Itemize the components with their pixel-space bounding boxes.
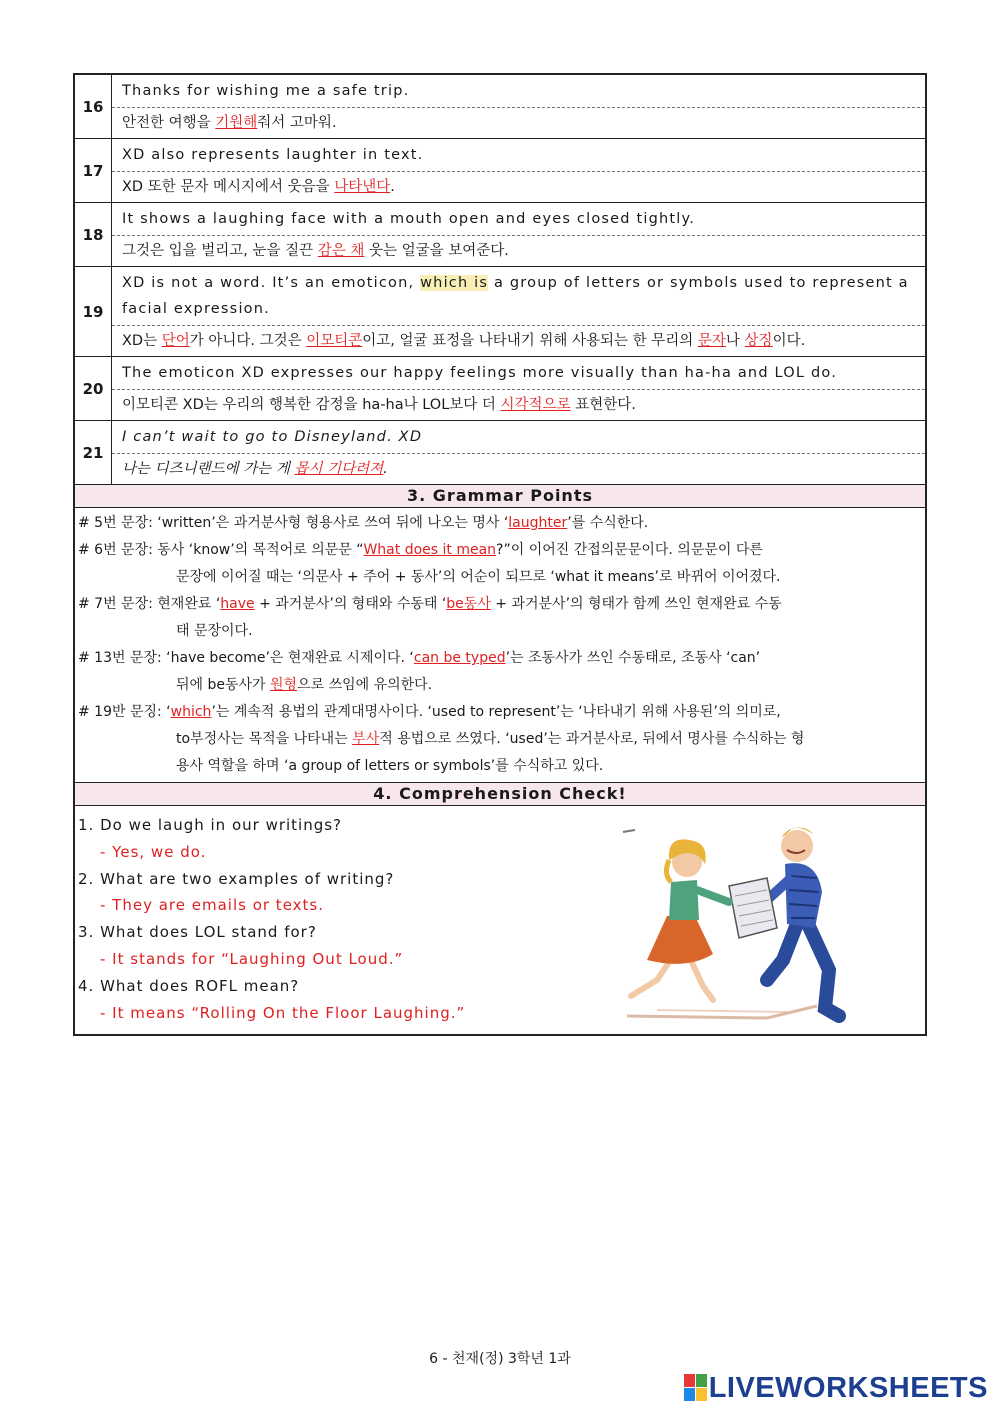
sentence-number: 19 <box>75 267 112 357</box>
answer: - It means “Rolling On the Floor Laughing.” <box>100 1003 466 1022</box>
text-segment: ’는 조동사가 쓰인 수동태로, 조동사 ‘can’ <box>505 650 761 666</box>
answer-word: 시각적으로 <box>500 397 571 413</box>
text-segment: XD는 <box>122 333 162 349</box>
brand-name: LIVEWORKSHEETS <box>708 1371 988 1404</box>
text-segment: . <box>390 179 395 195</box>
korean-translation <box>112 236 925 266</box>
sentence-cell <box>112 203 926 267</box>
text-segment: a group of letters or symbols used to represent a facial expression. <box>122 275 909 317</box>
text-segment: 나는 디즈니랜드에 가는 게 <box>122 461 295 477</box>
text-segment: 줘서 고마워. <box>257 115 337 131</box>
text-segment: XD also represents laughter in text. <box>122 147 424 163</box>
text-segment: 웃는 얼굴을 보여준다. <box>364 243 509 259</box>
answer-word: 부사 <box>352 731 380 747</box>
answer-word: 이모티콘 <box>306 333 363 349</box>
text-segment: # 19반 문징: ‘ <box>78 704 171 720</box>
text-segment: 표현한다. <box>570 397 636 413</box>
english-sentence <box>112 421 925 454</box>
grammar-point-line <box>78 537 921 564</box>
grammar-points-title: 3. Grammar Points <box>75 485 925 508</box>
text-segment: to부정사는 목적을 나타내는 <box>176 731 353 747</box>
english-sentence <box>112 75 925 108</box>
comprehension-list <box>78 812 465 1026</box>
question: 2. What are two examples of writing? <box>78 869 395 888</box>
question: 4. What does ROFL mean? <box>78 976 300 995</box>
answer-word: 기원해 <box>215 115 258 131</box>
sentence-row <box>75 75 925 139</box>
sentence-number: 17 <box>75 139 112 203</box>
text-segment: 뒤에 be동사가 <box>176 677 271 693</box>
english-sentence <box>112 267 925 326</box>
text-segment: ’는 계속적 용법의 관계대명사이다. ‘used to represent’는 ‘나타내기 위해 사용된’의 의미로, <box>211 704 781 720</box>
answer-word: What does it mean <box>363 542 497 558</box>
grammar-point-line <box>78 753 921 780</box>
text-segment: # 6번 문장: 동사 ‘know’의 목적어로 의문문 “ <box>78 542 364 558</box>
sentence-row <box>75 421 925 485</box>
korean-translation <box>112 454 925 484</box>
text-segment: 이다. <box>772 333 806 349</box>
answer-word: be동사 <box>446 596 491 612</box>
text-segment: # 13번 문장: ‘have become’은 현재완료 시제이다. ‘ <box>78 650 414 666</box>
text-segment: It shows a laughing face with a mouth open and eyes closed tightly. <box>122 211 696 227</box>
sentence-cell <box>112 357 926 421</box>
text-segment: XD 또한 문자 메시지에서 웃음을 <box>122 179 335 195</box>
sentence-row <box>75 139 925 203</box>
text-segment: 태 문장이다. <box>176 623 253 639</box>
answer-word: 상징 <box>744 333 773 349</box>
sentence-number: 20 <box>75 357 112 421</box>
text-segment: + 과거분사’의 형태가 함께 쓰인 현재완료 수동 <box>490 596 782 612</box>
text-segment: 으로 쓰임에 유의한다. <box>297 677 433 693</box>
english-sentence <box>112 357 925 390</box>
answer-word: can be typed <box>413 650 506 666</box>
sentence-number: 18 <box>75 203 112 267</box>
korean-translation <box>112 390 925 420</box>
sentence-cell <box>112 267 926 357</box>
sentence-cell <box>112 139 926 203</box>
grammar-point-line <box>78 672 921 699</box>
grammar-points <box>75 508 925 783</box>
grammar-point-line <box>78 645 921 672</box>
grammar-point-line <box>78 618 921 645</box>
text-segment: ’를 수식한다. <box>567 515 649 531</box>
answer: - Yes, we do. <box>100 842 207 861</box>
grammar-point-line <box>78 699 921 726</box>
text-segment: 그것은 입을 벌리고, 눈을 질끈 <box>122 243 318 259</box>
answer: - It stands for “Laughing Out Loud.” <box>100 949 404 968</box>
children-running-illustration <box>617 820 849 1026</box>
answer-word: 감은 채 <box>317 243 365 259</box>
text-segment: ?”이 이어진 간접의문문이다. 의문문이 다른 <box>496 542 763 558</box>
highlighted-phrase: which is <box>420 275 489 291</box>
comprehension-check-title: 4. Comprehension Check! <box>75 783 925 806</box>
text-segment: I can’t wait to go to Disneyland. XD <box>122 429 423 445</box>
korean-translation <box>112 326 925 356</box>
answer-word: 나타낸다 <box>334 179 391 195</box>
text-segment: # 7번 문장: 현재완료 ‘ <box>78 596 221 612</box>
question: 3. What does LOL stand for? <box>78 923 317 942</box>
sentence-number: 16 <box>75 75 112 139</box>
text-segment: XD is not a word. It’s an emoticon, <box>122 275 421 291</box>
text-segment: 용사 역할을 하며 ‘a group of letters or symbols’를 수식하고 있다. <box>176 758 604 774</box>
grammar-point-line <box>78 591 921 618</box>
text-segment: + 과거분사’의 형태와 수동태 ‘ <box>254 596 447 612</box>
liveworksheets-logo <box>683 1371 988 1405</box>
sentence-row <box>75 267 925 357</box>
answer-word: laughter <box>508 515 568 531</box>
text-segment: The emoticon XD expresses our happy feelings more visually than ha-ha and LOL do. <box>122 365 838 381</box>
text-segment: 가 아니다. 그것은 <box>189 333 307 349</box>
text-segment: # 5번 문장: ‘written’은 과거분사형 형용사로 쓰여 뒤에 나오는 명사 ‘ <box>78 515 509 531</box>
answer-word: 몹시 기다려져 <box>294 461 384 477</box>
text-segment: Thanks for wishing me a safe trip. <box>122 83 410 99</box>
answer-word: 문자 <box>697 333 726 349</box>
answer-word: have <box>220 596 255 612</box>
text-segment: 안전한 여행을 <box>122 115 216 131</box>
page-footer: 6 - 천재(정) 3학년 1과 <box>429 1351 571 1367</box>
sentence-cell <box>112 75 926 139</box>
english-sentence <box>112 139 925 172</box>
text-segment: 나 <box>725 333 745 349</box>
answer-word: 원형 <box>270 677 298 693</box>
text-segment: 이고, 얼굴 표정을 나타내기 위해 사용되는 한 무리의 <box>362 333 698 349</box>
sentence-cell <box>112 421 926 485</box>
live-logo-icon <box>683 1373 709 1403</box>
text-segment: 문장에 이어질 때는 ‘의문사 + 주어 + 동사’의 어순이 되므로 ‘what it means’로 바뀌어 이어졌다. <box>176 569 781 585</box>
answer: - They are emails or texts. <box>100 896 324 915</box>
sentence-row <box>75 203 925 267</box>
sentence-table <box>75 75 925 485</box>
text-segment: 적 용법으로 쓰였다. ‘used’는 과거분사로, 뒤에서 명사를 수식하는 형 <box>379 731 805 747</box>
comprehension-check <box>75 806 925 1034</box>
korean-translation <box>112 108 925 138</box>
text-segment: 이모티콘 XD는 우리의 행복한 감정을 ha-ha나 LOL보다 더 <box>122 397 501 413</box>
grammar-point-line <box>78 510 921 537</box>
grammar-point-line <box>78 726 921 753</box>
answer-word: 단어 <box>161 333 190 349</box>
korean-translation <box>112 172 925 202</box>
grammar-point-line <box>78 564 921 591</box>
text-segment: . <box>383 461 388 477</box>
english-sentence <box>112 203 925 236</box>
answer-word: which <box>170 704 212 720</box>
question: 1. Do we laugh in our writings? <box>78 816 343 834</box>
sentence-number: 21 <box>75 421 112 485</box>
worksheet <box>73 73 927 1036</box>
sentence-row <box>75 357 925 421</box>
